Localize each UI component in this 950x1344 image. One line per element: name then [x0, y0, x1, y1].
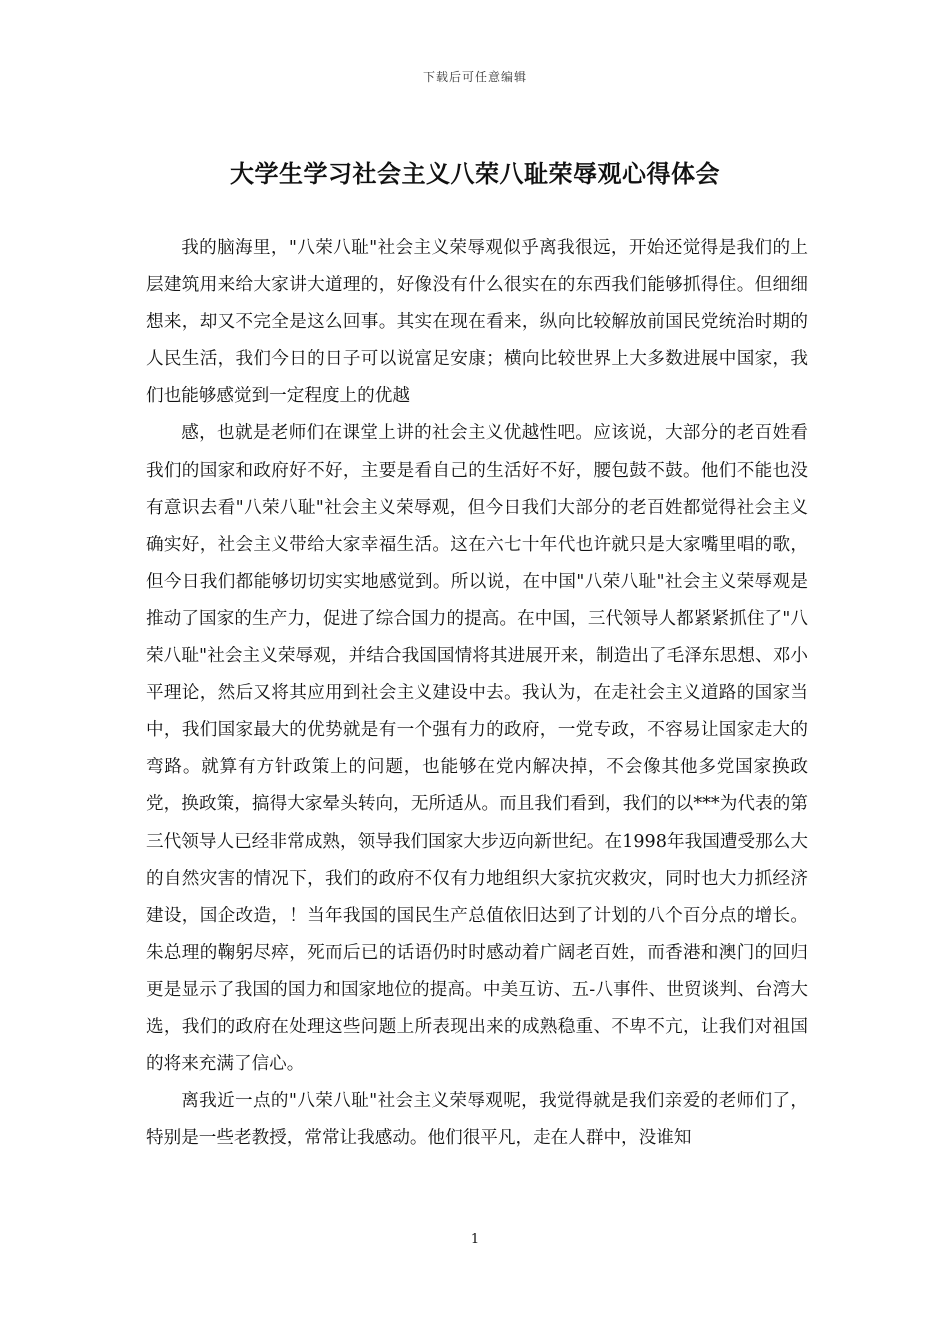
header-note: 下载后可任意编辑	[422, 70, 527, 84]
paragraph: 感，也就是老师们在课堂上讲的社会主义优越性吧。应该说，大部分的老百姓看我们的国家和政府好不好，主要是看自己的生活好不好，腰包鼓不鼓。他们不能也没有意识去看"八荣八耻"社会主义荣辱观，但今日我们大部分的老百姓都觉得社会主义确实好，社会主义带给大家幸福生活。这在六七十年代也许就只是大家嘴里唱的歌，但今日我们都能够切切实实地感觉到。所以说，在中国"八荣八耻"社会主义荣辱观是推动了国家的生产力，促进了综合国力的提高。在中国，三代领导人都紧紧抓住了"八荣八耻"社会主义荣辱观，并结合我国国情将其进展开来，制造出了毛泽东思想、邓小平理论，然后又将其应用到社会主义建设中去。我认为，在走社会主义道路的国家当中，我们国家最大的优势就是有一个强有力的政府，一党专政，不容易让国家走大的弯路。就算有方针政策上的问题，也能够在党内解决掉，不会像其他多党国家换政党，换政策，搞得大家晕头转向，无所适从。而且我们看到，我们的以***为代表的第三代领导人已经非常成熟，领导我们国家大步迈向新世纪。在1998年我国遭受那么大的自然灾害的情况下，我们的政府不仅有力地组织大家抗灾救灾，同时也大力抓经济建设，国企改造，！当年我国的国民生产总值依旧达到了计划的八个百分点的增长。朱总理的鞠躬尽瘁，死而后已的话语仍时时感动着广阔老百姓，而香港和澳门的回归更是显示了我国的国力和国家地位的提高。中美互访、五-八事件、世贸谈判、台湾大选，我们的政府在处理这些问题上所表现出来的成熟稳重、不卑不亢，让我们对祖国的将来充满了信心。	[146, 423, 808, 1075]
paragraph: 我的脑海里，"八荣八耻"社会主义荣辱观似乎离我很远，开始还觉得是我们的上层建筑用来给大家讲大道理的，好像没有什么很实在的东西我们能够抓得住。但细细想来，却又不完全是这么回事。其实在现在看来，纵向比较解放前国民党统治时期的人民生活，我们今日的日子可以说富足安康；横向比较世界上大多数进展中国家，我们也能够感觉到一定程度上的优越	[146, 238, 808, 407]
paragraph: 离我近一点的"八荣八耻"社会主义荣辱观呢，我觉得就是我们亲爱的老师们了，特别是一些老教授，常常让我感动。他们很平凡，走在人群中，没谁知	[146, 1091, 808, 1149]
document-body	[146, 230, 808, 1157]
document-title: 大学生学习社会主义八荣八耻荣辱观心得体会	[230, 159, 720, 188]
page-number: 1	[470, 1232, 480, 1247]
